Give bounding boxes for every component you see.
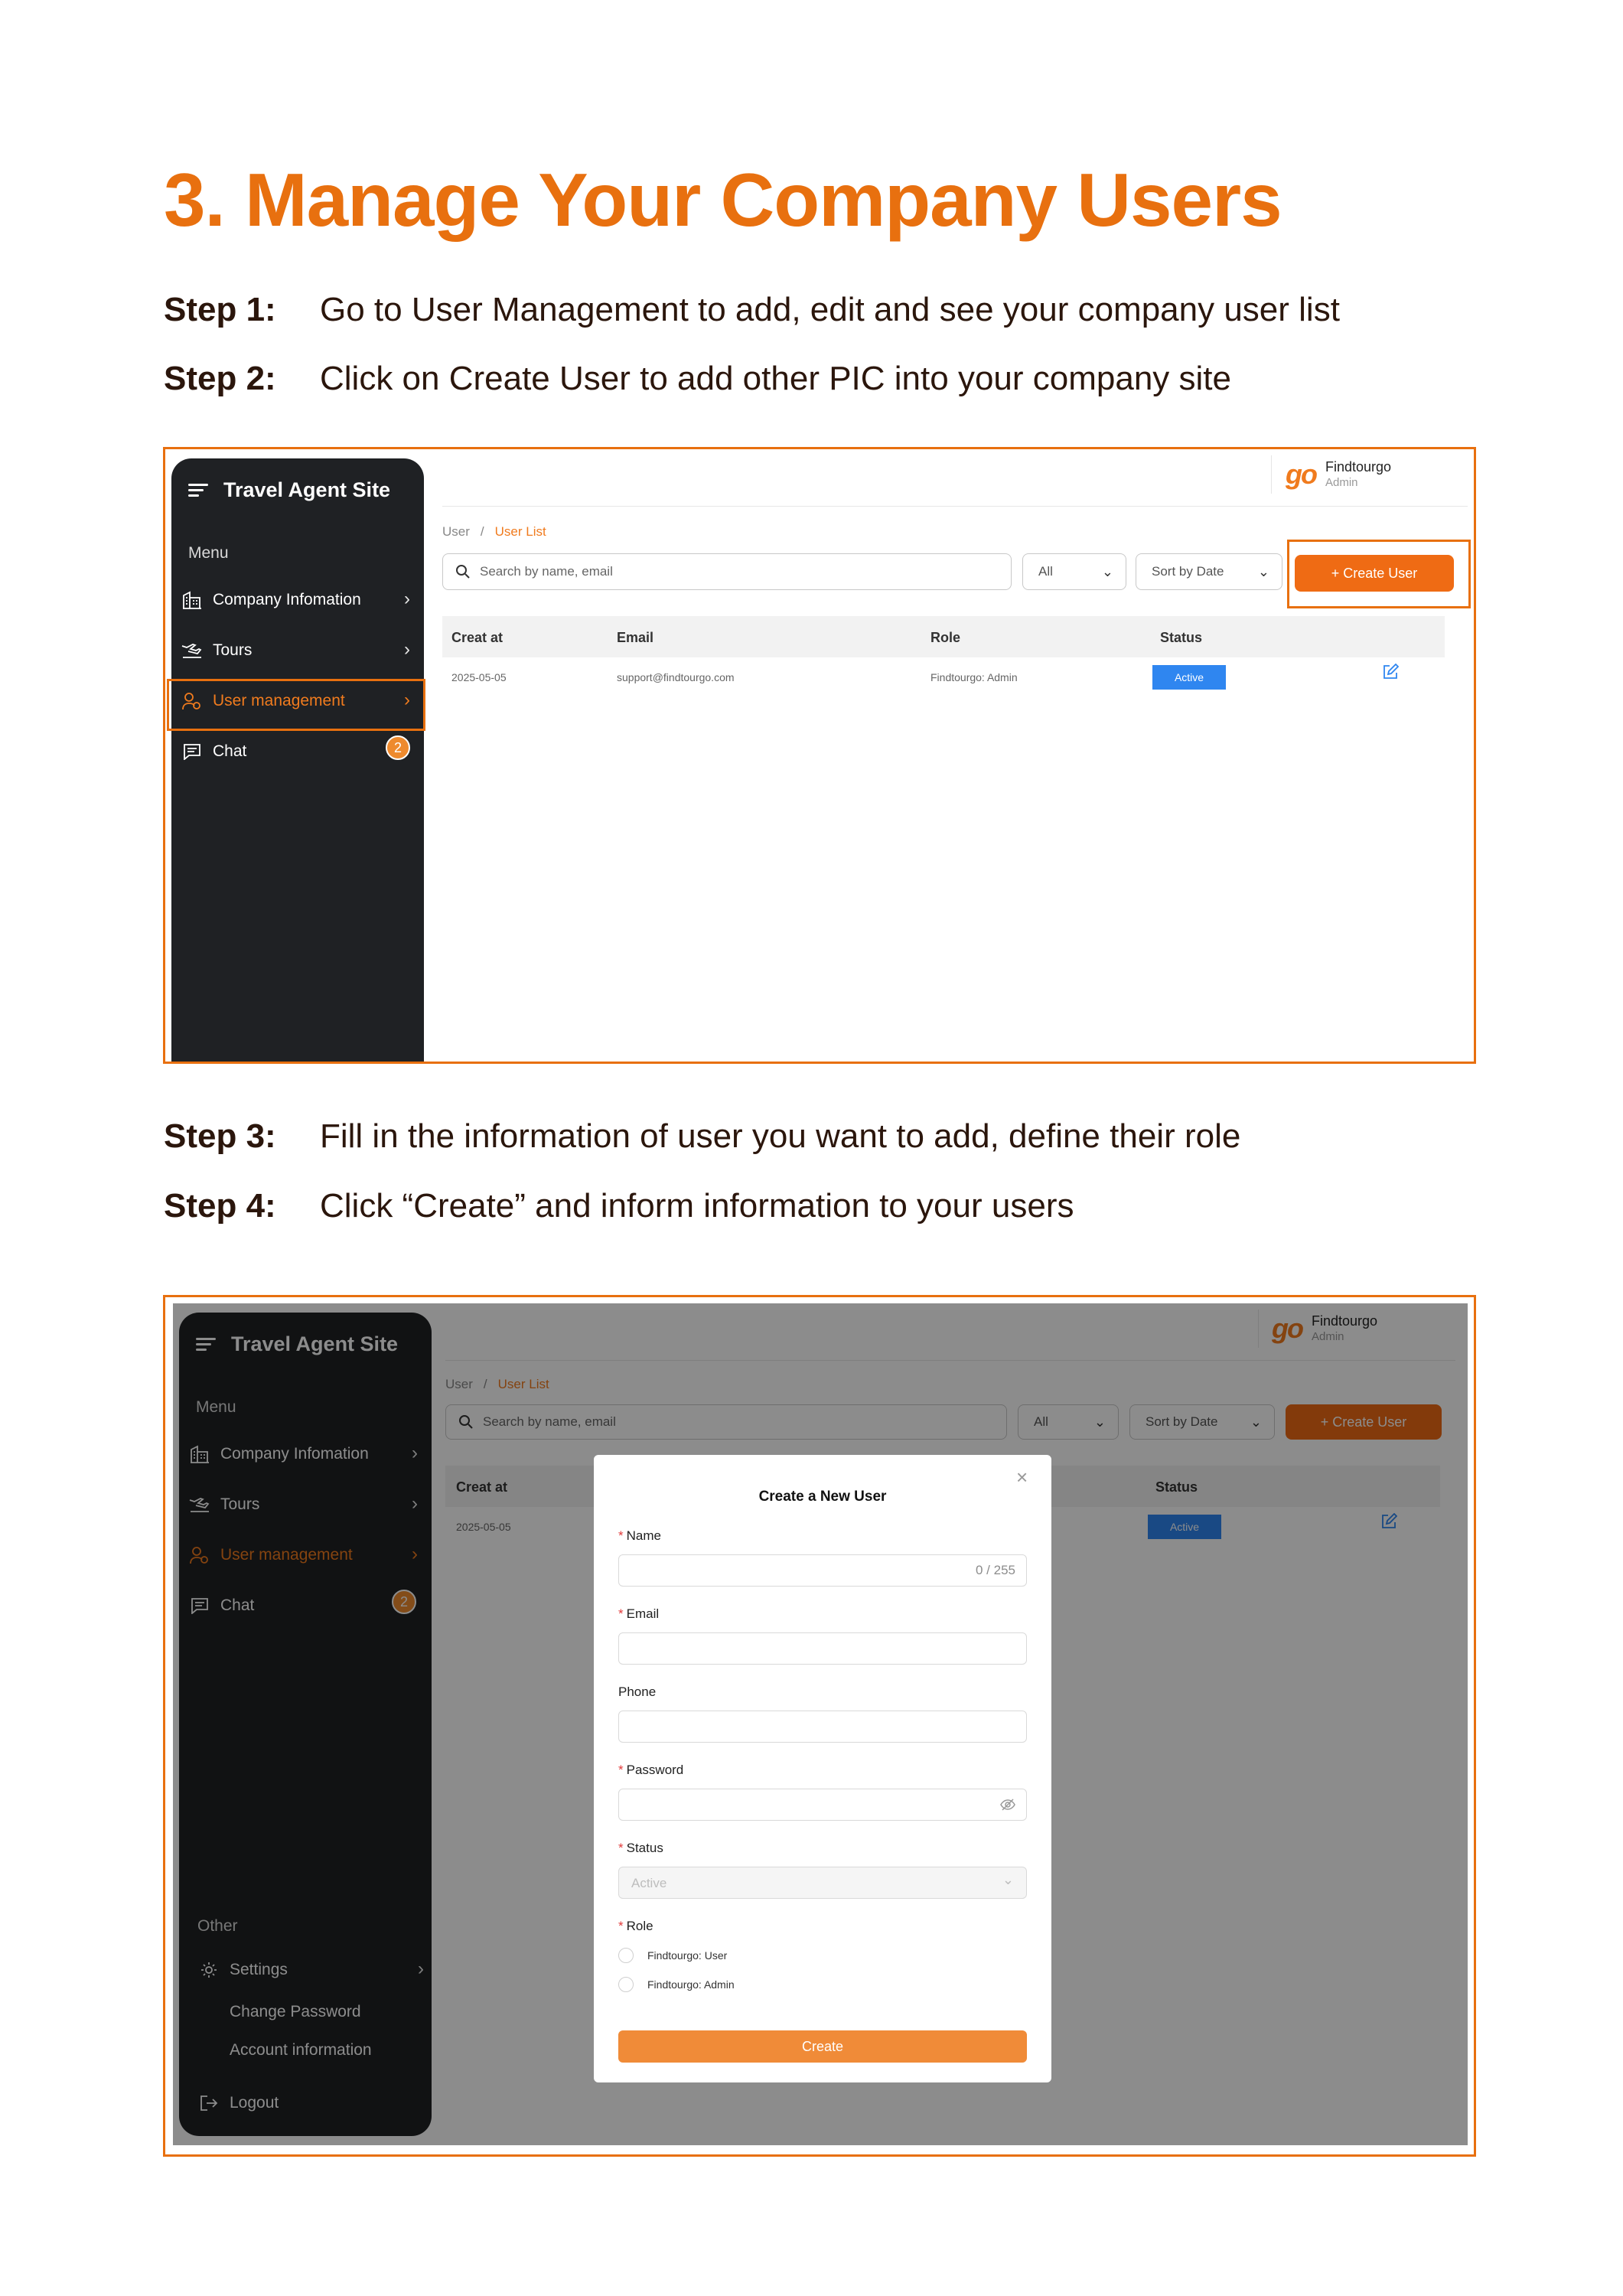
required-mark: * xyxy=(618,1763,624,1777)
sort-select[interactable] xyxy=(1136,553,1282,590)
radio-button[interactable] xyxy=(618,1977,634,1992)
screenshot-user-list xyxy=(163,447,1476,1064)
sidebar-item-label: User management xyxy=(220,1546,353,1564)
email-label xyxy=(618,1606,659,1622)
search-placeholder: Search by name, email xyxy=(480,564,613,579)
cell-created: 2025-05-05 xyxy=(456,1521,511,1533)
step-2 xyxy=(164,360,1231,398)
column-header-role[interactable]: Role xyxy=(930,630,961,645)
menu-icon[interactable] xyxy=(188,484,208,497)
step-text: Click “Create” and inform information to your users xyxy=(320,1187,1074,1225)
step-label: Step 3: xyxy=(164,1117,276,1155)
phone-label: Phone xyxy=(618,1684,657,1699)
eye-off-icon[interactable] xyxy=(1000,1798,1015,1815)
sidebar xyxy=(171,458,424,1064)
sidebar-item-label: Tours xyxy=(220,1495,260,1513)
cell-role: Findtourgo: Admin xyxy=(930,671,1018,683)
chevron-right-icon: › xyxy=(418,1958,424,1979)
breadcrumb xyxy=(442,524,546,540)
cell-created: 2025-05-05 xyxy=(451,671,507,683)
brand xyxy=(1286,458,1391,491)
chevron-down-icon: ⌄ xyxy=(1257,563,1269,579)
email-label-text: Email xyxy=(626,1606,660,1621)
filter-value: All xyxy=(1034,1414,1048,1429)
step-3 xyxy=(164,1117,1240,1156)
search-input[interactable] xyxy=(442,553,1012,590)
header-divider xyxy=(1271,455,1272,494)
sidebar-item-label: Chat xyxy=(220,1596,255,1614)
breadcrumb-separator: / xyxy=(483,1377,487,1391)
chat-icon xyxy=(181,742,204,762)
sidebar-item-label: User management xyxy=(213,692,345,709)
role-label-text: Role xyxy=(626,1919,653,1933)
breadcrumb-root[interactable]: User xyxy=(445,1377,473,1391)
building-icon xyxy=(181,590,204,610)
modal-title: Create a New User xyxy=(758,1489,887,1505)
filter-value: All xyxy=(1038,564,1053,579)
status-select-value: Active xyxy=(631,1876,667,1890)
phone-field[interactable] xyxy=(618,1711,1027,1743)
step-label: Step 2: xyxy=(164,360,276,397)
column-header-status[interactable]: Status xyxy=(1155,1479,1198,1495)
status-label xyxy=(618,1841,663,1856)
sidebar-item-label: Chat xyxy=(213,742,247,760)
step-4 xyxy=(164,1187,1074,1225)
sidebar-item-label: Company Infomation xyxy=(213,591,361,608)
breadcrumb-current: User List xyxy=(497,1377,549,1391)
chevron-right-icon: › xyxy=(404,639,410,660)
highlight-user-management xyxy=(167,679,425,731)
status-badge: Active xyxy=(1148,1515,1221,1539)
chevron-down-icon: ⌄ xyxy=(1250,1414,1262,1430)
site-title: Travel Agent Site xyxy=(223,478,391,501)
menu-section-label: Menu xyxy=(188,544,229,562)
column-header-created[interactable]: Creat at xyxy=(451,630,504,645)
email-field[interactable] xyxy=(618,1632,1027,1665)
breadcrumb-current: User List xyxy=(494,524,546,539)
page-title: 3. Manage Your Company Users xyxy=(164,158,1282,242)
menu-section-label: Menu xyxy=(196,1398,236,1416)
step-label: Step 4: xyxy=(164,1187,276,1225)
required-mark: * xyxy=(618,1606,624,1621)
radio-button[interactable] xyxy=(618,1948,634,1963)
step-text: Go to User Management to add, edit and see your company user list xyxy=(320,291,1340,328)
chevron-right-icon: › xyxy=(412,1493,418,1514)
sidebar-item-label: Settings xyxy=(230,1961,288,1978)
sidebar-item-label: Logout xyxy=(230,2094,279,2112)
status-select[interactable] xyxy=(618,1867,1027,1899)
sidebar-header[interactable] xyxy=(188,478,390,502)
role-option-label: Findtourgo: Admin xyxy=(647,1978,735,1991)
cell-email: support@findtourgo.com xyxy=(617,671,735,683)
sidebar-item-label: Company Infomation xyxy=(220,1445,369,1463)
brand-name: Findtourgo xyxy=(1325,459,1392,475)
brand-logo: go xyxy=(1286,458,1316,490)
column-header-status[interactable]: Status xyxy=(1160,630,1203,645)
filter-select[interactable] xyxy=(1022,553,1126,590)
breadcrumb-root[interactable]: User xyxy=(442,524,470,539)
status-badge: Active xyxy=(1152,665,1226,690)
create-user-modal xyxy=(594,1455,1051,2082)
required-mark: * xyxy=(618,1528,624,1543)
brand-role: Admin xyxy=(1311,1329,1344,1343)
sidebar-item-account-information[interactable]: Account information xyxy=(230,2041,372,2059)
sidebar-item-tours[interactable] xyxy=(181,639,410,662)
brand-name: Findtourgo xyxy=(1311,1313,1378,1329)
chevron-right-icon: › xyxy=(404,589,410,609)
search-placeholder: Search by name, email xyxy=(483,1414,616,1429)
role-label xyxy=(618,1919,653,1934)
password-label-text: Password xyxy=(626,1763,684,1777)
sidebar-item-chat[interactable] xyxy=(181,740,410,763)
create-user-button[interactable]: + Create User xyxy=(1295,555,1454,592)
highlight-create-user xyxy=(1287,540,1471,608)
name-counter: 0 / 255 xyxy=(976,1563,1015,1577)
required-mark: * xyxy=(618,1841,624,1855)
create-button[interactable]: Create xyxy=(618,2030,1027,2063)
name-field[interactable] xyxy=(618,1554,1027,1587)
sort-value: Sort by Date xyxy=(1152,564,1224,579)
create-user-button[interactable]: + Create User xyxy=(1286,1404,1442,1440)
chat-badge: 2 xyxy=(392,1590,416,1614)
other-section-label: Other xyxy=(197,1917,238,1935)
step-1 xyxy=(164,291,1340,329)
step-text: Fill in the information of user you want to add, define their role xyxy=(320,1117,1241,1155)
chevron-right-icon: › xyxy=(404,690,410,710)
chevron-down-icon: ⌄ xyxy=(1093,1414,1106,1430)
chat-badge: 2 xyxy=(386,735,410,760)
edit-icon[interactable] xyxy=(1382,664,1399,680)
app-window xyxy=(173,1303,1468,2145)
search-icon xyxy=(455,564,471,579)
role-option-label: Findtourgo: User xyxy=(647,1949,728,1962)
sidebar-item-change-password[interactable]: Change Password xyxy=(230,2003,361,2020)
column-header-created[interactable]: Creat at xyxy=(456,1479,508,1495)
brand-logo: go xyxy=(1272,1313,1302,1344)
step-label: Step 1: xyxy=(164,291,276,328)
close-icon[interactable]: × xyxy=(1016,1466,1028,1489)
role-option-user[interactable] xyxy=(618,1948,727,1963)
chevron-right-icon: › xyxy=(412,1544,418,1564)
sort-value: Sort by Date xyxy=(1146,1414,1218,1429)
screenshot-create-user xyxy=(163,1295,1476,2157)
password-label xyxy=(618,1763,683,1778)
role-option-admin[interactable] xyxy=(618,1977,735,1992)
column-header-email[interactable]: Email xyxy=(617,630,654,645)
sidebar-item-label: Tours xyxy=(213,641,253,659)
name-label-text: Name xyxy=(626,1528,661,1543)
site-title: Travel Agent Site xyxy=(231,1332,399,1355)
step-text: Click on Create User to add other PIC into your company site xyxy=(320,360,1231,397)
breadcrumb-separator: / xyxy=(480,524,484,539)
header-divider xyxy=(442,506,1468,507)
brand-role: Admin xyxy=(1325,475,1358,489)
chevron-down-icon: ⌄ xyxy=(1002,1872,1014,1887)
name-label xyxy=(618,1528,661,1544)
chevron-right-icon: › xyxy=(412,1443,418,1463)
required-mark: * xyxy=(618,1919,624,1933)
sidebar-item-company-information[interactable] xyxy=(181,589,410,612)
plane-icon xyxy=(181,641,204,660)
chevron-down-icon: ⌄ xyxy=(1101,563,1113,579)
password-field[interactable] xyxy=(618,1789,1027,1821)
status-label-text: Status xyxy=(626,1841,663,1855)
